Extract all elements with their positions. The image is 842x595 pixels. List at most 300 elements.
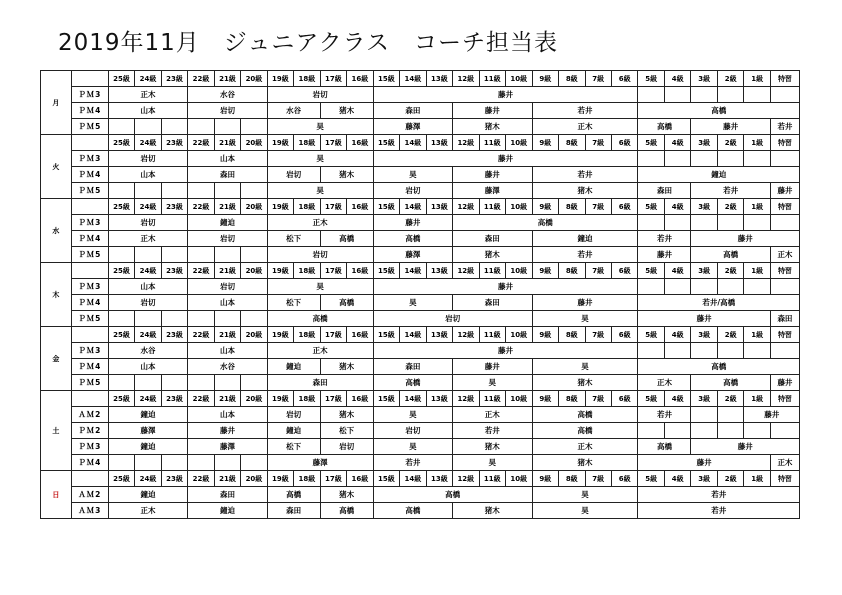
grade-header-cell: 15級 xyxy=(373,471,399,487)
grade-header-cell: 5級 xyxy=(638,263,664,279)
grade-header-cell: 6級 xyxy=(611,327,637,343)
grade-header-cell: 18級 xyxy=(294,263,320,279)
empty-cell xyxy=(744,343,770,359)
time-slot-label: ＰＭ5 xyxy=(71,119,108,135)
coach-cell: 藤澤 xyxy=(267,455,373,471)
grade-header-cell: 24級 xyxy=(135,199,161,215)
coach-cell: 若井 xyxy=(638,407,691,423)
grade-header-cell: 特習 xyxy=(770,263,799,279)
grade-header-cell: 21級 xyxy=(214,199,240,215)
coach-cell: 高橋 xyxy=(638,119,691,135)
coach-cell: 昊 xyxy=(532,311,638,327)
grade-header-cell: 17級 xyxy=(320,327,346,343)
grade-header-cell: 9級 xyxy=(532,263,558,279)
grade-header-cell: 14級 xyxy=(400,327,426,343)
grade-header-cell: 15級 xyxy=(373,199,399,215)
grade-header-cell: 9級 xyxy=(532,71,558,87)
coach-cell: 鐘迫 xyxy=(638,167,800,183)
grade-header-cell: 6級 xyxy=(611,471,637,487)
empty-cell xyxy=(188,311,214,327)
empty-cell xyxy=(691,215,717,231)
empty-cell xyxy=(664,215,690,231)
coach-cell: 正木 xyxy=(532,439,638,455)
empty-cell xyxy=(108,375,134,391)
grade-header-row xyxy=(41,327,800,343)
grade-header-cell: 20級 xyxy=(241,71,267,87)
coach-cell: 高橋 xyxy=(320,231,373,247)
grade-header-cell: 19級 xyxy=(267,71,293,87)
time-slot-label: ＰＭ3 xyxy=(71,215,108,231)
grade-header-cell: 8級 xyxy=(559,391,585,407)
grade-header-cell: 6級 xyxy=(611,71,637,87)
grade-header-cell: 6級 xyxy=(611,135,637,151)
grade-header-cell: 特習 xyxy=(770,471,799,487)
grade-header-cell: 13級 xyxy=(426,71,452,87)
grade-header-cell: 特習 xyxy=(770,135,799,151)
header-corner xyxy=(71,471,108,487)
grade-header-cell: 2級 xyxy=(717,263,743,279)
coach-cell: 鐘迫 xyxy=(267,359,320,375)
grade-header-cell: 20級 xyxy=(241,135,267,151)
page-title: 2019年11月 ジュニアクラス コーチ担当表 xyxy=(58,30,558,56)
grade-header-cell: 12級 xyxy=(453,263,479,279)
grade-header-cell: 19級 xyxy=(267,199,293,215)
grade-header-cell: 23級 xyxy=(161,71,187,87)
time-slot-label: ＰＭ4 xyxy=(71,295,108,311)
grade-header-cell: 10級 xyxy=(506,471,532,487)
schedule-row xyxy=(41,375,800,391)
schedule-row xyxy=(41,359,800,375)
time-slot-label: ＰＭ4 xyxy=(71,231,108,247)
empty-cell xyxy=(135,455,161,471)
grade-header-cell: 23級 xyxy=(161,263,187,279)
coach-cell: 高橋 xyxy=(691,247,770,263)
empty-cell xyxy=(214,119,240,135)
grade-header-cell: 10級 xyxy=(506,263,532,279)
schedule-row xyxy=(41,151,800,167)
coach-cell: 猪木 xyxy=(453,503,532,519)
header-corner xyxy=(71,135,108,151)
time-slot-label: ＰＭ4 xyxy=(71,103,108,119)
day-label: 日 xyxy=(41,471,72,519)
grade-header-cell: 13級 xyxy=(426,391,452,407)
coach-cell: 森田 xyxy=(453,295,532,311)
empty-cell xyxy=(638,215,664,231)
grade-header-row xyxy=(41,135,800,151)
grade-header-cell: 24級 xyxy=(135,391,161,407)
coach-cell: 正木 xyxy=(267,343,373,359)
time-slot-label: ＰＭ4 xyxy=(71,167,108,183)
coach-cell: 松下 xyxy=(267,439,320,455)
coach-cell: 松下 xyxy=(267,231,320,247)
coach-cell: 岩切 xyxy=(267,407,320,423)
coach-cell: 岩切 xyxy=(373,423,452,439)
coach-cell: 森田 xyxy=(453,231,532,247)
grade-header-cell: 18級 xyxy=(294,471,320,487)
coach-cell: 高橋 xyxy=(267,487,320,503)
grade-header-cell: 23級 xyxy=(161,327,187,343)
schedule-row xyxy=(41,407,800,423)
coach-cell: 昊 xyxy=(267,183,373,199)
day-label: 水 xyxy=(41,199,72,263)
schedule-row xyxy=(41,503,800,519)
coach-cell: 藤井 xyxy=(691,119,770,135)
empty-cell xyxy=(744,215,770,231)
coach-cell: 高橋 xyxy=(691,375,770,391)
coach-cell: 森田 xyxy=(770,311,799,327)
coach-cell: 藤井 xyxy=(373,343,638,359)
grade-header-cell: 14級 xyxy=(400,471,426,487)
coach-cell: 正木 xyxy=(108,87,187,103)
grade-header-cell: 21級 xyxy=(214,263,240,279)
empty-cell xyxy=(717,407,743,423)
coach-cell: 若井 xyxy=(691,183,770,199)
grade-header-cell: 12級 xyxy=(453,199,479,215)
grade-header-cell: 19級 xyxy=(267,135,293,151)
grade-header-cell: 3級 xyxy=(691,471,717,487)
coach-cell: 藤井 xyxy=(373,87,638,103)
coach-cell: 若井 xyxy=(453,423,532,439)
grade-header-cell: 25級 xyxy=(108,199,134,215)
coach-cell: 猪木 xyxy=(453,119,532,135)
coach-cell: 山本 xyxy=(108,279,187,295)
coach-cell: 藤井 xyxy=(770,183,799,199)
coach-cell: 藤澤 xyxy=(373,247,452,263)
empty-cell xyxy=(241,119,267,135)
coach-cell: 松下 xyxy=(320,423,373,439)
empty-cell xyxy=(188,183,214,199)
coach-cell: 山本 xyxy=(108,359,187,375)
coach-cell: 猪木 xyxy=(320,167,373,183)
time-slot-label: ＰＭ3 xyxy=(71,151,108,167)
coach-cell: 藤井 xyxy=(744,407,800,423)
grade-header-cell: 14級 xyxy=(400,391,426,407)
empty-cell xyxy=(770,87,799,103)
coach-cell: 昊 xyxy=(373,439,452,455)
grade-header-cell: 4級 xyxy=(664,71,690,87)
grade-header-cell: 12級 xyxy=(453,327,479,343)
time-slot-label: ＰＭ4 xyxy=(71,359,108,375)
grade-header-cell: 20級 xyxy=(241,199,267,215)
grade-header-cell: 17級 xyxy=(320,263,346,279)
grade-header-cell: 特習 xyxy=(770,199,799,215)
grade-header-cell: 18級 xyxy=(294,135,320,151)
empty-cell xyxy=(214,247,240,263)
grade-header-row xyxy=(41,391,800,407)
grade-header-cell: 4級 xyxy=(664,327,690,343)
coach-cell: 藤井 xyxy=(638,455,770,471)
grade-header-cell: 9級 xyxy=(532,135,558,151)
grade-header-cell: 21級 xyxy=(214,135,240,151)
empty-cell xyxy=(638,423,664,439)
coach-cell: 藤井 xyxy=(638,247,691,263)
coach-cell: 昊 xyxy=(267,119,373,135)
empty-cell xyxy=(770,343,799,359)
grade-header-cell: 15級 xyxy=(373,327,399,343)
day-label: 金 xyxy=(41,327,72,391)
coach-cell: 正木 xyxy=(267,215,373,231)
header-corner xyxy=(71,263,108,279)
grade-header-cell: 11級 xyxy=(479,71,505,87)
grade-header-cell: 1級 xyxy=(744,135,770,151)
grade-header-cell: 14級 xyxy=(400,71,426,87)
coach-cell: 猪木 xyxy=(320,359,373,375)
grade-header-cell: 特習 xyxy=(770,71,799,87)
time-slot-label: ＰＭ3 xyxy=(71,87,108,103)
time-slot-label: ＡＭ2 xyxy=(71,487,108,503)
schedule-row xyxy=(41,215,800,231)
coach-cell: 猪木 xyxy=(320,487,373,503)
time-slot-label: ＰＭ5 xyxy=(71,311,108,327)
coach-cell: 若井 xyxy=(532,167,638,183)
coach-cell: 鐘迫 xyxy=(108,487,187,503)
coach-cell: 若井 xyxy=(373,455,452,471)
empty-cell xyxy=(214,183,240,199)
empty-cell xyxy=(664,423,690,439)
coach-cell: 藤井 xyxy=(691,439,800,455)
empty-cell xyxy=(744,279,770,295)
empty-cell xyxy=(744,87,770,103)
grade-header-cell: 16級 xyxy=(347,391,373,407)
coach-cell: 水谷 xyxy=(267,103,320,119)
coach-cell: 猪木 xyxy=(453,247,532,263)
grade-header-cell: 9級 xyxy=(532,327,558,343)
day-label: 月 xyxy=(41,71,72,135)
empty-cell xyxy=(108,183,134,199)
grade-header-cell: 22級 xyxy=(188,199,214,215)
coach-cell: 松下 xyxy=(267,295,320,311)
empty-cell xyxy=(214,455,240,471)
empty-cell xyxy=(241,311,267,327)
grade-header-cell: 25級 xyxy=(108,135,134,151)
time-slot-label: ＰＭ3 xyxy=(71,279,108,295)
grade-header-cell: 25級 xyxy=(108,327,134,343)
header-corner xyxy=(71,199,108,215)
coach-cell: 岩切 xyxy=(108,215,187,231)
coach-cell: 岩切 xyxy=(373,311,532,327)
empty-cell xyxy=(188,247,214,263)
coach-cell: 藤井 xyxy=(373,215,452,231)
empty-cell xyxy=(135,183,161,199)
grade-header-row xyxy=(41,71,800,87)
empty-cell xyxy=(664,151,690,167)
grade-header-cell: 2級 xyxy=(717,135,743,151)
coach-cell: 森田 xyxy=(267,375,373,391)
grade-header-cell: 5級 xyxy=(638,71,664,87)
coach-cell: 藤井 xyxy=(453,167,532,183)
grade-header-cell: 15級 xyxy=(373,391,399,407)
coach-cell: 高橋 xyxy=(453,215,638,231)
coach-cell: 山本 xyxy=(188,295,267,311)
coach-cell: 藤井 xyxy=(638,311,770,327)
day-label: 土 xyxy=(41,391,72,471)
grade-header-cell: 1級 xyxy=(744,199,770,215)
coach-cell: 鐘迫 xyxy=(532,231,638,247)
grade-header-cell: 3級 xyxy=(691,135,717,151)
grade-header-cell: 14級 xyxy=(400,199,426,215)
grade-header-cell: 3級 xyxy=(691,327,717,343)
coach-cell: 若井 xyxy=(532,103,638,119)
empty-cell xyxy=(770,423,799,439)
coach-cell: 岩切 xyxy=(108,295,187,311)
empty-cell xyxy=(691,151,717,167)
grade-header-cell: 20級 xyxy=(241,391,267,407)
schedule-row xyxy=(41,343,800,359)
time-slot-label: ＡＭ2 xyxy=(71,407,108,423)
empty-cell xyxy=(135,247,161,263)
grade-header-cell: 16級 xyxy=(347,135,373,151)
schedule-row xyxy=(41,455,800,471)
grade-header-cell: 5級 xyxy=(638,327,664,343)
grade-header-cell: 11級 xyxy=(479,391,505,407)
empty-cell xyxy=(664,343,690,359)
coach-cell: 高橋 xyxy=(638,439,691,455)
coach-cell: 正木 xyxy=(770,455,799,471)
coach-cell: 藤井 xyxy=(373,151,638,167)
grade-header-cell: 20級 xyxy=(241,327,267,343)
grade-header-cell: 9級 xyxy=(532,471,558,487)
coach-cell: 若井/高橋 xyxy=(638,295,800,311)
grade-header-cell: 16級 xyxy=(347,471,373,487)
coach-cell: 昊 xyxy=(453,455,532,471)
empty-cell xyxy=(744,423,770,439)
schedule-row xyxy=(41,487,800,503)
schedule-row xyxy=(41,231,800,247)
grade-header-cell: 21級 xyxy=(214,327,240,343)
grade-header-cell: 24級 xyxy=(135,327,161,343)
coach-cell: 昊 xyxy=(373,167,452,183)
empty-cell xyxy=(241,455,267,471)
grade-header-cell: 21級 xyxy=(214,471,240,487)
coach-cell: 藤井 xyxy=(453,103,532,119)
schedule-row xyxy=(41,423,800,439)
grade-header-cell: 17級 xyxy=(320,471,346,487)
grade-header-cell: 4級 xyxy=(664,135,690,151)
grade-header-cell: 4級 xyxy=(664,263,690,279)
grade-header-cell: 9級 xyxy=(532,391,558,407)
grade-header-row xyxy=(41,471,800,487)
empty-cell xyxy=(108,247,134,263)
grade-header-cell: 1級 xyxy=(744,471,770,487)
empty-cell xyxy=(135,311,161,327)
empty-cell xyxy=(638,151,664,167)
grade-header-cell: 8級 xyxy=(559,199,585,215)
coach-cell: 岩切 xyxy=(188,279,267,295)
coach-cell: 猪木 xyxy=(532,183,638,199)
grade-header-cell: 1級 xyxy=(744,327,770,343)
grade-header-cell: 3級 xyxy=(691,391,717,407)
grade-header-cell: 16級 xyxy=(347,71,373,87)
grade-header-cell: 22級 xyxy=(188,471,214,487)
coach-cell: 高橋 xyxy=(320,503,373,519)
empty-cell xyxy=(188,375,214,391)
empty-cell xyxy=(717,343,743,359)
coach-cell: 高橋 xyxy=(320,295,373,311)
coach-cell: 昊 xyxy=(373,407,452,423)
coach-cell: 昊 xyxy=(532,359,638,375)
coach-cell: 高橋 xyxy=(638,359,800,375)
coach-cell: 昊 xyxy=(532,487,638,503)
coach-cell: 高橋 xyxy=(373,231,452,247)
coach-cell: 水谷 xyxy=(188,87,267,103)
coach-cell: 藤井 xyxy=(532,295,638,311)
grade-header-cell: 11級 xyxy=(479,199,505,215)
empty-cell xyxy=(691,423,717,439)
schedule-row xyxy=(41,167,800,183)
grade-header-cell: 3級 xyxy=(691,263,717,279)
grade-header-cell: 22級 xyxy=(188,263,214,279)
coach-cell: 森田 xyxy=(188,487,267,503)
grade-header-cell: 24級 xyxy=(135,471,161,487)
time-slot-label: ＰＭ5 xyxy=(71,247,108,263)
coach-cell: 水谷 xyxy=(108,343,187,359)
grade-header-cell: 17級 xyxy=(320,391,346,407)
grade-header-cell: 21級 xyxy=(214,391,240,407)
coach-cell: 高橋 xyxy=(532,423,638,439)
grade-header-cell: 15級 xyxy=(373,135,399,151)
coach-cell: 若井 xyxy=(532,247,638,263)
empty-cell xyxy=(135,119,161,135)
coach-cell: 山本 xyxy=(188,343,267,359)
header-corner xyxy=(71,391,108,407)
grade-header-cell: 24級 xyxy=(135,71,161,87)
empty-cell xyxy=(717,279,743,295)
grade-header-cell: 16級 xyxy=(347,199,373,215)
empty-cell xyxy=(188,119,214,135)
grade-header-cell: 18級 xyxy=(294,71,320,87)
grade-header-cell: 25級 xyxy=(108,391,134,407)
coach-cell: 鐘迫 xyxy=(267,423,320,439)
schedule-row xyxy=(41,119,800,135)
grade-header-cell: 18級 xyxy=(294,199,320,215)
grade-header-cell: 24級 xyxy=(135,263,161,279)
coach-cell: 猪木 xyxy=(453,439,532,455)
grade-header-cell: 19級 xyxy=(267,327,293,343)
grade-header-cell: 12級 xyxy=(453,391,479,407)
coach-cell: 岩切 xyxy=(188,231,267,247)
grade-header-cell: 17級 xyxy=(320,135,346,151)
grade-header-cell: 20級 xyxy=(241,471,267,487)
coach-cell: 藤井 xyxy=(770,375,799,391)
schedule-row xyxy=(41,295,800,311)
header-corner xyxy=(71,71,108,87)
grade-header-cell: 7級 xyxy=(585,327,611,343)
grade-header-cell: 14級 xyxy=(400,263,426,279)
empty-cell xyxy=(770,279,799,295)
coach-cell: 高橋 xyxy=(373,375,452,391)
empty-cell xyxy=(638,87,664,103)
coach-cell: 昊 xyxy=(373,295,452,311)
grade-header-cell: 3級 xyxy=(691,199,717,215)
grade-header-cell: 8級 xyxy=(559,263,585,279)
coach-cell: 山本 xyxy=(188,151,267,167)
grade-header-cell: 7級 xyxy=(585,135,611,151)
coach-cell: 森田 xyxy=(188,167,267,183)
coach-cell: 昊 xyxy=(532,503,638,519)
empty-cell xyxy=(241,247,267,263)
grade-header-cell: 19級 xyxy=(267,471,293,487)
empty-cell xyxy=(214,375,240,391)
coach-cell: 鐘迫 xyxy=(188,215,267,231)
time-slot-label: ＰＭ3 xyxy=(71,343,108,359)
coach-cell: 鐘迫 xyxy=(108,439,187,455)
time-slot-label: ＡＭ3 xyxy=(71,503,108,519)
schedule-row xyxy=(41,183,800,199)
grade-header-cell: 7級 xyxy=(585,263,611,279)
grade-header-cell: 22級 xyxy=(188,71,214,87)
grade-header-cell: 8級 xyxy=(559,135,585,151)
grade-header-cell: 1級 xyxy=(744,263,770,279)
